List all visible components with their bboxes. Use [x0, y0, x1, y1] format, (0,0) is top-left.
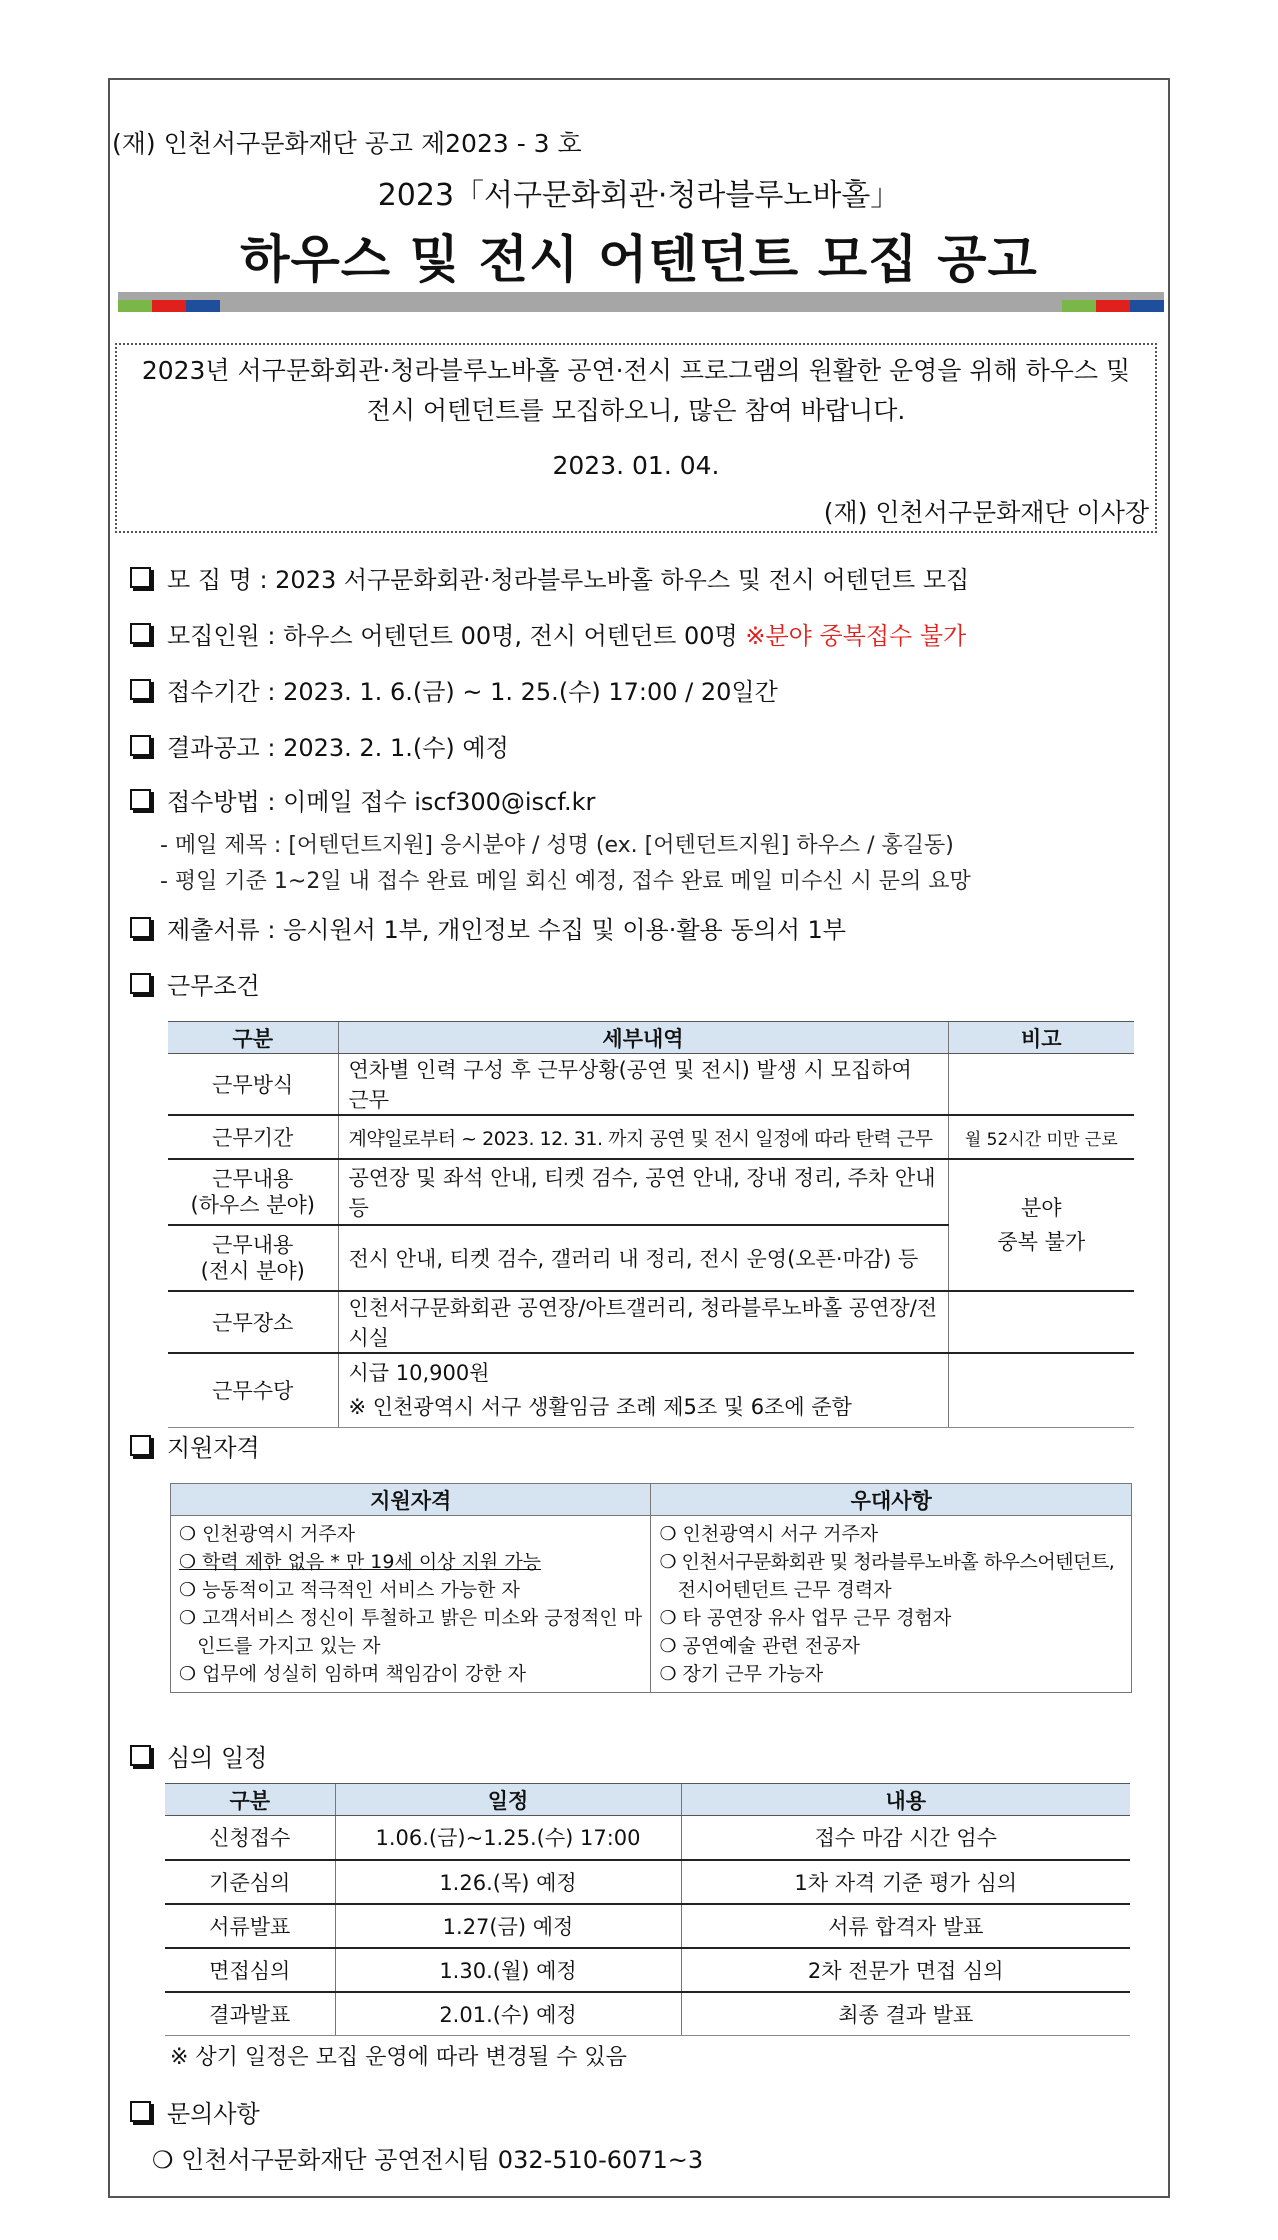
divider-blue-left	[186, 300, 220, 312]
item-docs: 제출서류 : 응시원서 1부, 개인정보 수집 및 이용·활용 동의서 1부	[130, 910, 846, 945]
checkbox-icon	[130, 567, 151, 588]
page-subtitle: 2023「서구문화회관·청라블루노바홀」	[377, 178, 901, 213]
table-row: 근무방식 연차별 인력 구성 후 근무상황(공연 및 전시) 발생 시 모집하여 근무	[168, 1054, 1134, 1116]
table-row: 근무기간 계약일로부터 ~ 2023. 12. 31. 까지 공연 및 전시 일정에 따라 탄력 근무 월 52시간 미만 근로	[168, 1115, 1134, 1159]
table-row: 근무장소 인천서구문화회관 공연장/아트갤러리, 청라블루노바홀 공연장/전시실	[168, 1291, 1134, 1353]
item-conditions: 근무조건	[130, 966, 260, 1001]
schedule-header-date: 일정	[335, 1784, 681, 1816]
table-row: 기준심의 1.26.(목) 예정 1차 자격 기준 평가 심의	[165, 1860, 1130, 1904]
title-divider	[118, 292, 1164, 312]
item-schedule: 심의 일정	[130, 1738, 267, 1773]
item-period: 접수기간 : 2023. 1. 6.(금) ~ 1. 25.(수) 17:00 / 20일간	[130, 672, 778, 707]
preference-list: ❍ 인천광역시 서구 거주자 ❍ 인천서구문화회관 및 청라블루노바홀 하우스어텐던트, 전시어텐던트 근무 경력자 ❍ 타 공연장 유사 업무 근무 경험자 ❍ 공연예술 관련 전공자 ❍ 장기 근무 가능자	[651, 1516, 1132, 1693]
contact-line: ❍ 인천서구문화재단 공연전시팀 032-510-6071~3	[152, 2146, 704, 2174]
checkbox-icon	[130, 917, 151, 938]
intro-box	[115, 343, 1157, 533]
notice-number: (재) 인천서구문화재단 공고 제2023 - 3 호	[112, 129, 582, 158]
qualification-table	[170, 1483, 1132, 1693]
preference-header: 우대사항	[651, 1484, 1132, 1516]
conditions-table	[168, 1021, 1134, 1428]
divider-green-left	[118, 300, 152, 312]
method-sub-1: - 메일 제목 : [어텐던트지원] 응시분야 / 성명 (ex. [어텐던트지원] 하우스 / 홍길동)	[160, 833, 954, 858]
schedule-header-content: 내용	[681, 1784, 1130, 1816]
schedule-table	[165, 1783, 1130, 2036]
checkbox-icon	[130, 789, 151, 810]
checkbox-icon	[130, 679, 151, 700]
divider-red-right	[1096, 300, 1130, 312]
checkbox-icon	[130, 2101, 151, 2122]
checkbox-icon	[130, 1435, 151, 1456]
item-count: 모집인원 : 하우스 어텐던트 00명, 전시 어텐던트 00명 ※분야 중복접수 불가	[130, 616, 966, 651]
checkbox-icon	[130, 623, 151, 644]
conditions-header-note: 비고	[948, 1022, 1134, 1054]
intro-line-2: 전시 어텐던트를 모집하오니, 많은 참여 바랍니다.	[366, 396, 906, 425]
count-warning: ※분야 중복접수 불가	[745, 622, 967, 650]
qualification-header: 지원자격	[171, 1484, 651, 1516]
item-contact: 문의사항	[130, 2094, 260, 2129]
intro-date: 2023. 01. 04.	[552, 451, 720, 480]
method-sub-2: - 평일 기준 1~2일 내 접수 완료 메일 회신 예정, 접수 완료 메일 미수신 시 문의 요망	[160, 869, 971, 894]
conditions-header-category: 구분	[168, 1022, 338, 1054]
page-title: 하우스 및 전시 어텐던트 모집 공고	[240, 231, 1038, 290]
item-method: 접수방법 : 이메일 접수 iscf300@iscf.kr	[130, 782, 595, 817]
table-row: 신청접수 1.06.(금)~1.25.(수) 17:00 접수 마감 시간 엄수	[165, 1816, 1130, 1860]
divider-blue-right	[1130, 300, 1164, 312]
table-row: 서류발표 1.27(금) 예정 서류 합격자 발표	[165, 1904, 1130, 1948]
divider-red-left	[152, 300, 186, 312]
checkbox-icon	[130, 1745, 151, 1766]
checkbox-icon	[130, 973, 151, 994]
divider-green-right	[1062, 300, 1096, 312]
schedule-note: ※ 상기 일정은 모집 운영에 따라 변경될 수 있음	[170, 2045, 627, 2070]
table-row: 결과발표 2.01.(수) 예정 최종 결과 발표	[165, 1992, 1130, 2036]
qualification-list: ❍ 인천광역시 거주자 ❍ 학력 제한 없음 * 만 19세 이상 지원 가능 ❍ 능동적이고 적극적인 서비스 가능한 자 ❍ 고객서비스 정신이 투철하고 밝은 미소와 긍정적인 마 인드를 가지고 있는 자 ❍ 업무에 성실히 임하며 책임감이 강한 자	[171, 1516, 651, 1693]
intro-line-1: 2023년 서구문화회관·청라블루노바홀 공연·전시 프로그램의 원활한 운영을 위해 하우스 및	[141, 356, 1131, 385]
checkbox-icon	[130, 735, 151, 756]
table-row: 근무내용 (전시 분야) 전시 안내, 티켓 검수, 갤러리 내 정리, 전시 운영(오픈·마감) 등	[168, 1225, 1134, 1291]
item-qualification: 지원자격	[130, 1428, 260, 1463]
table-row: 근무수당 시급 10,900원 ※ 인천광역시 서구 생활임금 조례 제5조 및 6조에 준함	[168, 1353, 1134, 1427]
conditions-header-detail: 세부내역	[338, 1022, 948, 1054]
table-row: 근무내용 (하우스 분야) 공연장 및 좌석 안내, 티켓 검수, 공연 안내, 장내 정리, 주차 안내 등 분야 중복 불가	[168, 1159, 1134, 1225]
item-result: 결과공고 : 2023. 2. 1.(수) 예정	[130, 728, 509, 763]
schedule-header-category: 구분	[165, 1784, 335, 1816]
item-name: 모 집 명 : 2023 서구문화회관·청라블루노바홀 하우스 및 전시 어텐던트 모집	[130, 560, 969, 595]
intro-signer: (재) 인천서구문화재단 이사장	[823, 498, 1149, 527]
table-row: 면접심의 1.30.(월) 예정 2차 전문가 면접 심의	[165, 1948, 1130, 1992]
